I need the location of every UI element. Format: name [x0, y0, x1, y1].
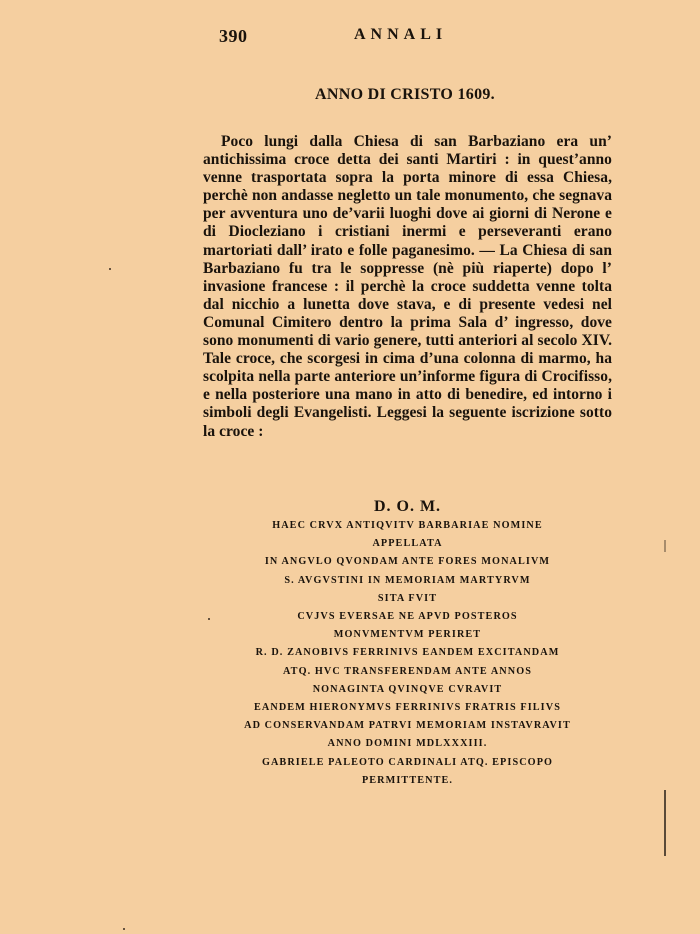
running-head: ANNALI: [354, 26, 448, 43]
margin-rule: [664, 790, 666, 856]
inscription-line: EANDEM HIERONYMVS FERRINIVS FRATRIS FILIVS: [254, 702, 561, 714]
inscription-line: HAEC CRVX ANTIQVITV BARBARIAE NOMINE: [272, 520, 543, 531]
paper-speck: [208, 618, 210, 620]
inscription-line: CVJVS EVERSAE NE APVD POSTEROS: [297, 611, 518, 623]
inscription-line: AD CONSERVANDAM PATRVI MEMORIAM INSTAVRAVIT: [244, 720, 571, 732]
inscription-line: ATQ. HVC TRANSFERENDAM ANTE ANNOS: [282, 665, 533, 677]
body-paragraph: Poco lungi dalla Chiesa di san Barbaziano era un’ antichissima croce detta dei santi Martiri : in quest’anno venne trasportata sopra la porta minore di essa Chiesa, perchè non andasse negletto un tale monumento, che segnava per avventura uno de’varii luoghi dove ai giorni di Nerone e di Diocleziano i cristiani inermi e perseveranti erano martoriati dall’ irato e folle paganesimo. — La Chiesa di san Barbaziano fu tra le soppresse (nè più riaperte) dopo l’ invasione francese : il perchè la croce suddetta venne tolta dal nicchio a lunetta dove stava, e di presente vedesi nel Comunal Cimitero dentro la prima Sala d’ ingresso, dove sono monumenti di vario genere, tutti anteriori al secolo XIV. Tale croce, che scorgesi in cima d’una colonna di marmo, ha scolpita nella parte anteriore un’informe figura di Crocifisso, e nella posteriore una mano in atto di benedire, ed intorno i simboli degli Evangelisti. Leggesi la seguente iscrizione sotto la croce :: [203, 133, 612, 440]
inscription-block: [203, 496, 612, 790]
paper-speck: [123, 928, 125, 930]
paper-speck: [109, 268, 111, 270]
inscription-heading: D. O. M.: [373, 498, 442, 515]
margin-rule: [664, 540, 666, 552]
inscription-line: MONVMENTVM PERIRET: [333, 629, 482, 641]
inscription-line: APPELLATA: [372, 538, 443, 550]
inscription-line: GABRIELE PALEOTO CARDINALI ATQ. EPISCOPO: [261, 756, 554, 768]
inscription-line: PERMITTENTE.: [361, 774, 454, 786]
inscription-line: NONAGINTA QVINQVE CVRAVIT: [312, 683, 503, 695]
inscription-line: SITA FVIT: [377, 592, 438, 604]
inscription-line: S. AVGVSTINI IN MEMORIAM MARTYRVM: [284, 574, 531, 586]
inscription-line: R. D. ZANOBIVS FERRINIVS EANDEM EXCITANDAM: [255, 647, 560, 659]
inscription-line: IN ANGVLO QVONDAM ANTE FORES MONALIVM: [264, 556, 551, 568]
section-heading: ANNO DI CRISTO 1609.: [315, 86, 495, 103]
inscription-line: ANNO DOMINI MDLXXXIII.: [327, 738, 488, 750]
page-number: 390: [219, 26, 248, 46]
